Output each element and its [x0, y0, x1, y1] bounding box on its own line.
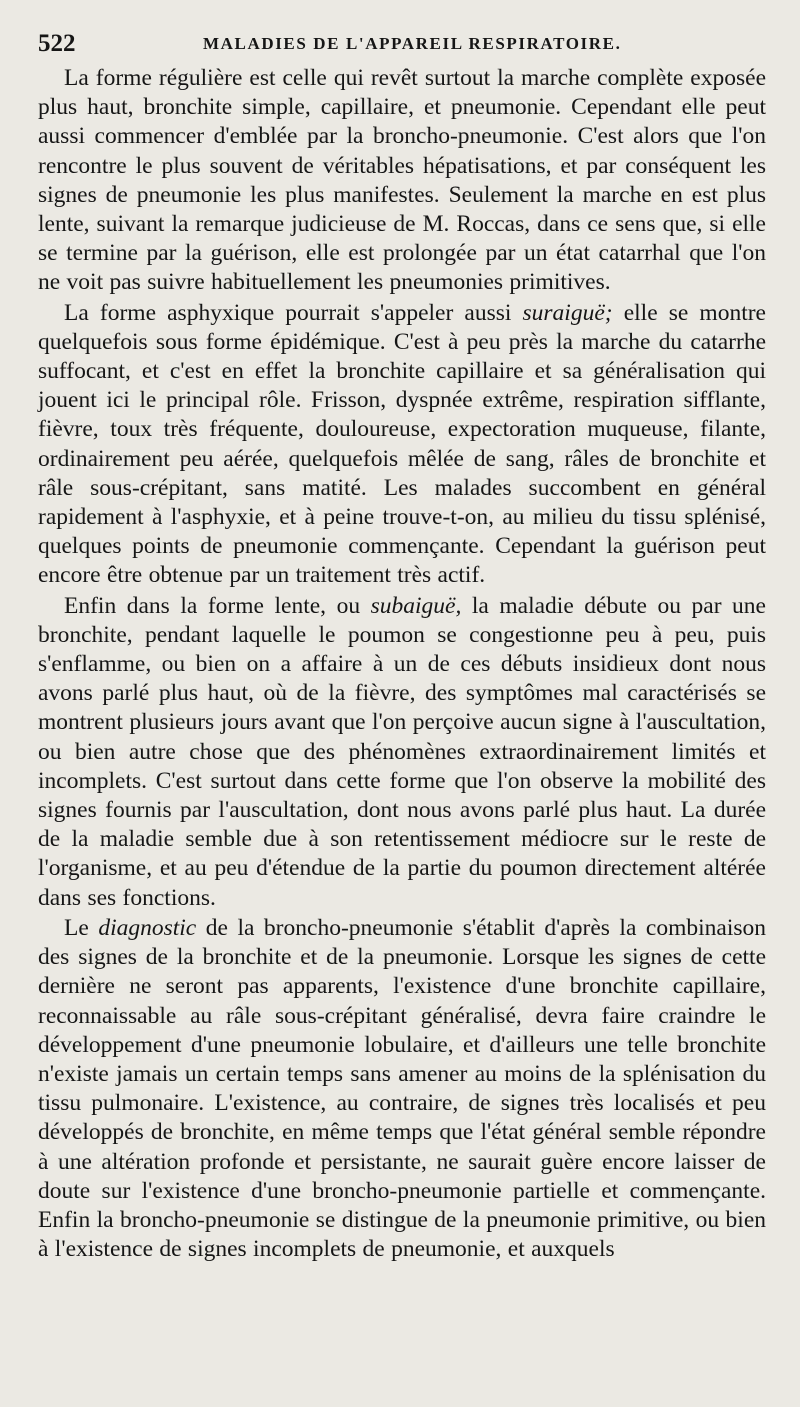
paragraph-text: la maladie débute ou par une bronchite, pendant laquelle le poumon se congestionne peu à peu, puis s'enflamme, ou bien on a affaire à un de ces débuts insidieux dont nous avons parlé plus haut, où de la fièvre, des symptômes mal caractérisés se montrent plusieurs jours avant que l'on perçoive aucun signe à l'auscultation, ou bien autre chose que des phénomènes extraordinairement limités et incomplets. C'est surtout dans cette forme que l'on observe la mobilité des signes fournis par l'auscultation, dont nous avons parlé plus haut. La durée de la maladie semble due à son retentissement médiocre sur le reste de l'organisme, et au peu d'étendue de la partie du poumon directement altérée dans ses fonctions. [38, 592, 766, 911]
paragraph-text: elle se montre quelquefois sous forme épidémique. C'est à peu près la marche du catarrhe suffocant, et c'est en effet la bronchite capillaire et sa généralisation qui jouent ici le principal rôle. Frisson, dyspnée extrême, respiration sifflante, fièvre, toux très fréquente, douloureuse, expectoration muqueuse, filante, ordinairement peu aérée, quelquefois mêlée de sang, râles de bronchite et râle sous-crépitant, sans matité. Les malades succombent en général rapidement à l'asphyxie, et à peine trouve-t-on, au milieu du tissu splénisé, quelques points de pneumonie commençante. Cependant la guérison peut encore être obtenue par un traitement très actif. [38, 299, 766, 589]
paragraph-diagnostic [38, 914, 766, 1264]
running-head: MALADIES DE L'APPAREIL RESPIRATOIRE. [203, 34, 622, 53]
paragraph-text: de la broncho-pneumonie s'établit d'après la combinaison des signes de la bronchite et de la pneumonie. Lorsque les signes de cette dernière ne seront pas apparents, l'existence d'une bronchite capillaire, reconnaissable au râle sous-crépitant généralisé, devra faire craindre le développement d'une pneumonie lobulaire, et d'ailleurs une telle bronchite n'existe jamais un certain temps sans amener au moins de la splénisation du tissu pulmonaire. L'existence, au contraire, de signes très localisés et peu développés de bronchite, en même temps que l'état général semble répondre à une altération profonde et persistante, ne saurait guère encore laisser de doute sur l'existence d'une broncho-pneumonie partielle et commençante. Enfin la broncho-pneumonie se distingue de la pneumonie primitive, ou bien à l'existence de signes incomplets de pneumonie, et auxquels [38, 914, 766, 1263]
paragraph-text: La forme asphyxique pourrait s'appeler aussi [64, 299, 523, 326]
paragraph-regular-form: La forme régulière est celle qui revêt surtout la marche complète exposée plus haut, bronchite simple, capillaire, et pneumonie. Cependant elle peut aussi commencer d'emblée par la broncho-pneumonie. C'est alors que l'on rencontre le plus souvent de véritables hépatisations, et par conséquent les signes de pneumonie les plus manifestes. Seulement la marche en est plus lente, suivant la remarque judicieuse de M. Roccas, dans ce sens que, si elle se termine par la guérison, elle est prolongée par un état catarrhal que l'on ne voit pas suivre habituellement les pneumonies primitives. [38, 65, 766, 296]
paragraph-slow-form [38, 592, 766, 913]
page-header [38, 26, 766, 64]
body-text [38, 64, 766, 1264]
paragraph-text: Enfin dans la forme lente, ou [64, 592, 371, 619]
page-number: 522 [38, 30, 76, 57]
paragraph-text: Le [64, 914, 99, 941]
italic-term: suraiguë; [522, 299, 613, 326]
italic-term: diagnostic [98, 914, 197, 941]
paragraph-asphyxic-form [38, 299, 766, 591]
italic-term: subaiguë, [370, 592, 462, 619]
